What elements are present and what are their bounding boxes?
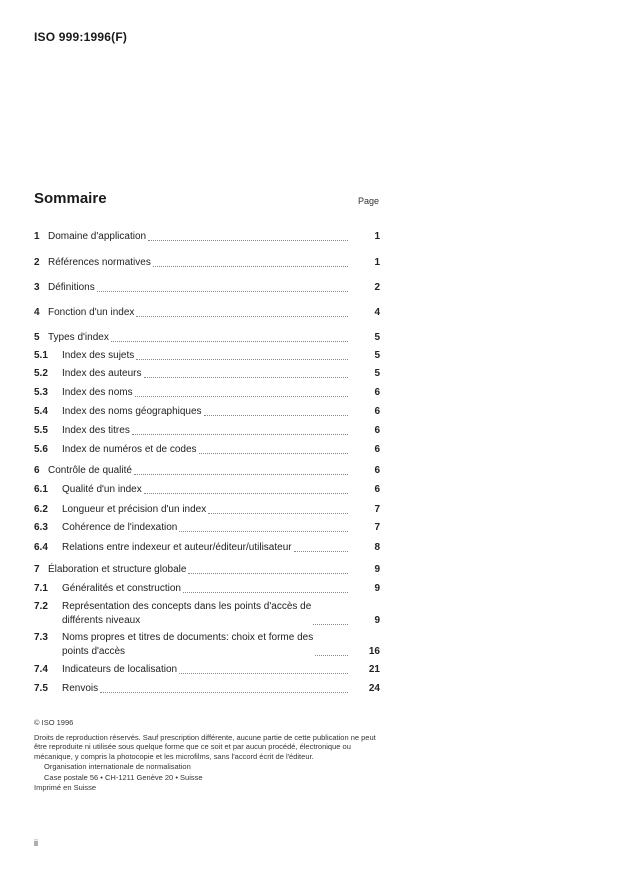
toc-entry [34,503,380,517]
toc-dot-leader [148,239,348,241]
toc-dot-leader [134,473,348,475]
toc-entry-page: 1 [374,231,380,242]
toc-entry-number: 7.3 [34,632,48,643]
toc-entry-title: points d'accès [62,646,126,657]
toc-dot-leader [188,572,348,574]
toc-entry-title: Longueur et précision d'un index [62,504,207,515]
toc-entry [34,281,380,295]
toc-dot-leader [100,691,348,693]
toc-entry-title-line1: Représentation des concepts dans les points d'accès de [62,601,312,612]
copyright-line: © ISO 1996 [34,718,74,727]
toc-entry-number: 7.2 [34,601,48,612]
toc-entry [34,541,380,555]
toc-entry-title-line1: Noms propres et titres de documents: choix et forme des [62,632,314,643]
toc-entry-page: 5 [374,368,380,379]
toc-dot-leader [136,315,348,317]
toc-entry-page: 9 [374,564,380,575]
rights-statement: Droits de reproduction réservés. Sauf prescription différente, aucune partie de cette publication ne peut être reproduite ni utilisée sous quelque forme que ce soit et par aucun procédé, électronique ou mécanique, y compris la photocopie et les microfilms, sans l'accord écrit de l'éditeur. [34,732,376,761]
toc-entry-number: 5 [34,332,40,343]
toc-entry-page: 9 [374,615,380,626]
toc-entry-number: 2 [34,257,40,268]
page-number: ii [34,838,38,848]
toc-entry-title: Indicateurs de localisation [62,664,178,675]
toc-entry-page: 16 [368,646,380,657]
toc-entry-page: 1 [374,257,380,268]
toc-dot-leader [199,452,348,454]
toc-title: Sommaire [34,190,107,207]
toc-entry-title: Index des noms géographiques [62,406,202,417]
toc-entry-page: 6 [374,444,380,455]
toc-entry-page: 9 [374,583,380,594]
toc-entry [34,331,380,345]
toc-entry-number: 3 [34,282,40,293]
toc-entry-title: Qualité d'un index [62,484,142,495]
toc-entry [34,443,380,457]
toc-entry-number: 5.1 [34,350,48,361]
toc-dot-leader [208,512,348,514]
toc-dot-leader [136,358,348,360]
toc-entry-title: Index des titres [62,425,130,436]
toc-entry [34,424,380,438]
toc-entry [34,306,380,320]
toc-dot-leader [313,623,348,625]
toc-entry-title: Cohérence de l'indexation [62,522,178,533]
toc-entry-number: 6.4 [34,542,48,553]
toc-entry-page: 6 [374,484,380,495]
toc-entry-page: 21 [368,664,380,675]
toc-entry-number: 5.3 [34,387,48,398]
toc-entry-title: Relations entre indexeur et auteur/éditeur/utilisateur [62,542,292,553]
toc-entry [34,582,380,596]
toc-entry-title: Index des sujets [62,350,135,361]
toc-entry-title: Index des noms [62,387,133,398]
toc-entry-page: 6 [374,406,380,417]
toc-entry [34,256,380,270]
toc-entry [34,600,380,628]
toc-entry-number: 4 [34,307,40,318]
toc-dot-leader [204,414,348,416]
toc-entry-number: 1 [34,231,40,242]
toc-entry [34,405,380,419]
printed-in: Imprimé en Suisse [34,782,97,792]
toc-dot-leader [97,290,348,292]
toc-entry [34,483,380,497]
toc-entry-title: Fonction d'un index [48,307,135,318]
toc-entry-page: 6 [374,425,380,436]
toc-entry-title: Domaine d'application [48,231,147,242]
toc-entry [34,367,380,381]
toc-entry-page: 4 [374,307,380,318]
toc-dot-leader [183,591,348,593]
toc-dot-leader [315,654,348,656]
standard-identifier: ISO 999:1996(F) [34,30,128,44]
toc-entry-title: différents niveaux [62,615,141,626]
toc-entry-page: 8 [374,542,380,553]
toc-dot-leader [144,492,348,494]
toc-entry-title: Types d'index [48,332,109,343]
legal-notice [34,718,380,792]
toc-entry-number: 6 [34,465,40,476]
toc-entry-title: Index des auteurs [62,368,142,379]
toc-entry [34,521,380,535]
toc-dot-leader [294,550,348,552]
toc-entry-title: Élaboration et structure globale [48,564,187,575]
toc-entry-number: 7.4 [34,664,48,675]
toc-entry-number: 7.5 [34,683,48,694]
toc-entry [34,682,380,696]
toc-entry-title: Définitions [48,282,95,293]
toc-entry [34,230,380,244]
toc-entry-page: 5 [374,332,380,343]
toc-entry-page: 7 [374,522,380,533]
toc-entry-number: 6.3 [34,522,48,533]
toc-dot-leader [135,395,348,397]
toc-entry-title: Généralités et construction [62,583,181,594]
toc-entry-title: Index de numéros et de codes [62,444,197,455]
toc-entry-number: 5.6 [34,444,48,455]
toc-entry [34,464,380,478]
toc-entry [34,563,380,577]
toc-entry-title: Renvois [62,683,99,694]
toc-entry-number: 5.5 [34,425,48,436]
toc-entry [34,386,380,400]
toc-entry-number: 6.1 [34,484,48,495]
toc-entry-page: 6 [374,465,380,476]
organization-address: Case postale 56 • CH-1211 Genève 20 • Suisse [44,772,203,782]
toc-dot-leader [153,265,348,267]
toc-entry-page: 2 [374,282,380,293]
toc-entry-page: 7 [374,504,380,515]
toc-entry-page: 5 [374,350,380,361]
toc-entry-number: 5.4 [34,406,48,417]
toc-entry [34,631,380,659]
toc-entry-number: 7.1 [34,583,48,594]
toc-entry-page: 24 [368,683,380,694]
toc-entry-number: 5.2 [34,368,48,379]
toc-entry [34,663,380,677]
toc-entry [34,349,380,363]
toc-dot-leader [144,376,349,378]
toc-dot-leader [111,340,348,342]
toc-entry-title: Références normatives [48,257,151,268]
toc-dot-leader [132,433,348,435]
toc-entry-number: 6.2 [34,504,48,515]
toc-entry-page: 6 [374,387,380,398]
toc-dot-leader [179,672,348,674]
toc-entry-title: Contrôle de qualité [48,465,132,476]
toc-entry-number: 7 [34,564,40,575]
toc-dot-leader [179,530,348,532]
organization-name: Organisation internationale de normalisation [44,762,191,772]
toc-page-column-label: Page [358,196,380,206]
